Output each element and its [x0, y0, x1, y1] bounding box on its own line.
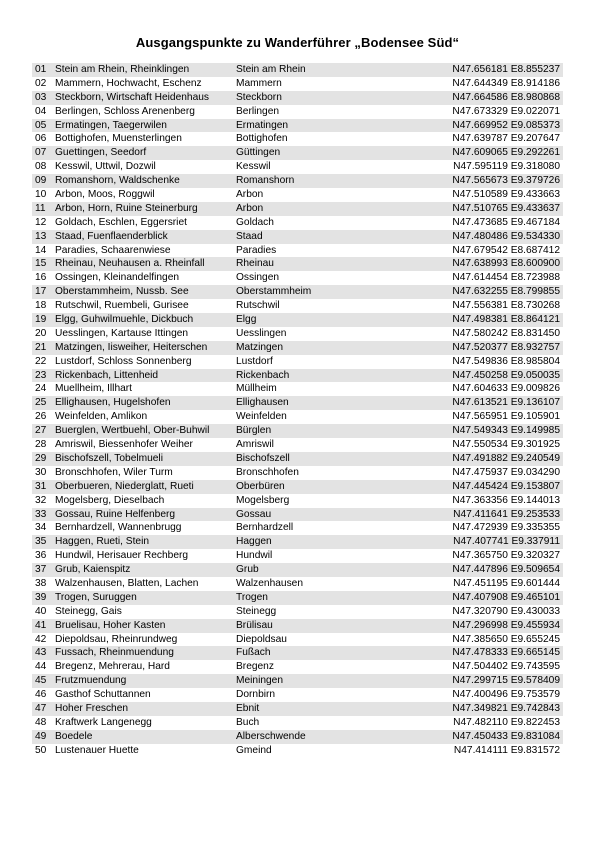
row-number: 24: [35, 383, 47, 395]
row-number: 28: [35, 439, 47, 451]
row-town: Staad: [236, 230, 263, 242]
row-coordinates: N47.673329 E9.022071: [452, 105, 560, 117]
row-town: Hundwil: [236, 550, 273, 562]
row-number: 32: [35, 494, 47, 506]
row-starting-point: Ermatingen, Taegerwilen: [55, 119, 167, 131]
row-number: 46: [35, 689, 47, 701]
row-number: 07: [35, 147, 47, 159]
row-town: Elgg: [236, 314, 257, 326]
row-coordinates: N47.580242 E8.831450: [452, 327, 560, 339]
table-row: [32, 591, 563, 605]
row-town: Brülisau: [236, 619, 273, 631]
table-row: [32, 716, 563, 730]
row-coordinates: N47.549836 E8.985804: [452, 355, 560, 367]
row-town: Lustdorf: [236, 355, 273, 367]
row-town: Ermatingen: [236, 119, 289, 131]
table-row: [32, 230, 563, 244]
row-town: Buch: [236, 716, 260, 728]
row-coordinates: N47.638993 E8.600900: [452, 258, 560, 270]
table-row: [32, 646, 563, 660]
row-starting-point: Bronschhofen, Wiler Turm: [55, 466, 173, 478]
table-row: [32, 535, 563, 549]
row-starting-point: Bregenz, Mehrerau, Hard: [55, 661, 170, 673]
row-starting-point: Uesslingen, Kartause Ittingen: [55, 327, 189, 339]
row-starting-point: Steckborn, Wirtschaft Heidenhaus: [55, 91, 210, 103]
row-starting-point: Gossau, Ruine Helfenberg: [55, 508, 176, 520]
row-starting-point: Kraftwerk Langenegg: [55, 716, 152, 728]
row-starting-point: Guettingen, Seedorf: [55, 147, 147, 159]
row-number: 33: [35, 508, 47, 520]
row-number: 35: [35, 536, 47, 548]
row-starting-point: Grub, Kaienspitz: [55, 564, 131, 576]
table-row: [32, 521, 563, 535]
table-row: [32, 577, 563, 591]
row-starting-point: Bernhardzell, Wannenbrugg: [55, 522, 182, 534]
row-town: Gossau: [236, 508, 272, 520]
row-coordinates: N47.669952 E9.085373: [452, 119, 560, 131]
row-number: 23: [35, 369, 47, 381]
row-starting-point: Mammern, Hochwacht, Eschenz: [55, 77, 202, 89]
row-starting-point: Goldach, Eschlen, Eggersriet: [55, 216, 187, 228]
row-number: 42: [35, 633, 47, 645]
row-starting-point: Fussach, Rheinmuendung: [55, 647, 174, 659]
table-row: [32, 494, 563, 508]
row-number: 50: [35, 744, 47, 756]
row-town: Walzenhausen: [236, 577, 304, 589]
row-number: 15: [35, 258, 47, 270]
row-coordinates: N47.320790 E9.430033: [452, 605, 560, 617]
row-starting-point: Hoher Freschen: [55, 702, 129, 714]
row-starting-point: Haggen, Rueti, Stein: [55, 536, 150, 548]
row-starting-point: Diepoldsau, Rheinrundweg: [55, 633, 178, 645]
table-row: [32, 619, 563, 633]
row-town: Steckborn: [236, 91, 282, 103]
row-coordinates: N47.520377 E8.932757: [452, 341, 560, 353]
row-coordinates: N47.510765 E9.433637: [452, 202, 560, 214]
table-row: [32, 160, 563, 174]
table-row: [32, 702, 563, 716]
row-town: Alberschwende: [236, 730, 306, 742]
row-number: 17: [35, 286, 47, 298]
row-coordinates: N47.478333 E9.665145: [452, 647, 560, 659]
table-row: [32, 313, 563, 327]
table-row: [32, 271, 563, 285]
row-number: 05: [35, 119, 47, 131]
row-coordinates: N47.595119 E9.318080: [453, 161, 560, 173]
row-town: Mogelsberg: [236, 494, 290, 506]
row-town: Arbon: [236, 202, 264, 214]
row-coordinates: N47.664586 E8.980868: [452, 91, 560, 103]
row-number: 36: [35, 550, 47, 562]
row-number: 03: [35, 91, 47, 103]
table-row: [32, 146, 563, 160]
row-starting-point: Muellheim, Illhart: [55, 383, 132, 395]
row-town: Müllheim: [236, 383, 277, 395]
row-number: 14: [35, 244, 47, 256]
row-number: 08: [35, 161, 47, 173]
row-number: 40: [35, 605, 47, 617]
table-row: [32, 438, 563, 452]
row-coordinates: N47.400496 E9.753579: [452, 689, 560, 701]
row-town: Bottighofen: [236, 133, 288, 145]
row-starting-point: Rutschwil, Ruembeli, Gurisee: [55, 300, 189, 312]
row-number: 38: [35, 577, 47, 589]
row-starting-point: Amriswil, Biessenhofer Weiher: [55, 439, 193, 451]
row-town: Rickenbach: [236, 369, 290, 381]
row-number: 31: [35, 480, 47, 492]
row-starting-point: Oberbueren, Niederglatt, Rueti: [55, 480, 194, 492]
row-coordinates: N47.550534 E9.301925: [452, 439, 560, 451]
row-number: 45: [35, 675, 47, 687]
row-number: 02: [35, 77, 47, 89]
row-number: 47: [35, 702, 47, 714]
row-town: Bürglen: [236, 425, 272, 437]
table-row: [32, 91, 563, 105]
row-town: Paradies: [236, 244, 277, 256]
table-row: [32, 355, 563, 369]
row-number: 09: [35, 175, 47, 187]
row-number: 20: [35, 327, 47, 339]
table-row: [32, 63, 563, 77]
row-starting-point: Berlingen, Schloss Arenenberg: [55, 105, 195, 117]
row-coordinates: N47.365750 E9.320327: [452, 550, 560, 562]
row-number: 10: [35, 189, 47, 201]
row-town: Steinegg: [236, 605, 277, 617]
row-starting-point: Weinfelden, Amlikon: [55, 411, 148, 423]
row-starting-point: Lustdorf, Schloss Sonnenberg: [55, 355, 192, 367]
row-coordinates: N47.480486 E9.534330: [452, 230, 560, 242]
row-coordinates: N47.491882 E9.240549: [452, 452, 560, 464]
row-number: 01: [35, 64, 47, 75]
row-starting-point: Stein am Rhein, Rheinklingen: [55, 64, 190, 75]
row-town: Bernhardzell: [236, 522, 294, 534]
row-number: 48: [35, 716, 47, 728]
row-number: 43: [35, 647, 47, 659]
table-row: [32, 369, 563, 383]
row-coordinates: N47.475937 E9.034290: [452, 466, 560, 478]
table-row: [32, 382, 563, 396]
row-starting-point: Steinegg, Gais: [55, 605, 122, 617]
row-number: 30: [35, 466, 47, 478]
table-row: [32, 188, 563, 202]
table-row: [32, 549, 563, 563]
row-town: Fußach: [236, 647, 271, 659]
row-coordinates: N47.349821 E9.742843: [452, 702, 560, 714]
table-row: [32, 410, 563, 424]
row-starting-point: Hundwil, Herisauer Rechberg: [55, 550, 189, 562]
row-number: 37: [35, 564, 47, 576]
row-town: Goldach: [236, 216, 274, 228]
row-starting-point: Frutzmuendung: [55, 675, 127, 687]
row-number: 34: [35, 522, 47, 534]
table-row: [32, 119, 563, 133]
row-number: 49: [35, 730, 47, 742]
row-town: Gmeind: [236, 744, 272, 756]
row-coordinates: N47.450433 E9.831084: [452, 730, 560, 742]
table-row: [32, 563, 563, 577]
row-starting-point: Kesswil, Uttwil, Dozwil: [55, 161, 156, 173]
row-coordinates: N47.510589 E9.433663: [452, 189, 560, 201]
row-coordinates: N47.447896 E9.509654: [452, 564, 560, 576]
row-town: Kesswil: [236, 161, 271, 173]
row-number: 16: [35, 272, 47, 284]
table-row: [32, 480, 563, 494]
row-coordinates: N47.632255 E8.799855: [452, 286, 560, 298]
row-number: 06: [35, 133, 47, 145]
row-starting-point: Oberstammheim, Nussb. See: [55, 286, 189, 298]
row-town: Uesslingen: [236, 327, 287, 339]
row-town: Berlingen: [236, 105, 280, 117]
table-row: [32, 174, 563, 188]
table-row: [32, 396, 563, 410]
row-starting-point: Bottighofen, Muensterlingen: [55, 133, 182, 145]
row-starting-point: Romanshorn, Waldschenke: [55, 175, 180, 187]
row-town: Ossingen: [236, 272, 280, 284]
row-starting-point: Bischofszell, Tobelmueli: [55, 452, 163, 464]
table-row: [32, 605, 563, 619]
row-number: 44: [35, 661, 47, 673]
row-town: Ebnit: [236, 702, 260, 714]
row-town: Trogen: [236, 591, 268, 603]
row-town: Grub: [236, 564, 259, 576]
row-coordinates: N47.407741 E9.337911: [453, 536, 560, 548]
row-town: Oberstammheim: [236, 286, 312, 298]
row-coordinates: N47.504402 E9.743595: [452, 661, 560, 673]
table-row: [32, 688, 563, 702]
row-number: 19: [35, 314, 47, 326]
row-number: 41: [35, 619, 47, 631]
row-coordinates: N47.407908 E9.465101: [452, 591, 560, 603]
row-starting-point: Rickenbach, Littenheid: [55, 369, 159, 381]
row-coordinates: N47.565673 E9.379726: [452, 175, 560, 187]
row-starting-point: Trogen, Suruggen: [55, 591, 137, 603]
row-coordinates: N47.299715 E9.578409: [452, 675, 560, 687]
row-coordinates: N47.472939 E9.335355: [452, 522, 560, 534]
table-row: [32, 660, 563, 674]
row-town: Ellighausen: [236, 397, 289, 409]
table-row: [32, 105, 563, 119]
row-starting-point: Boedele: [55, 730, 93, 742]
row-coordinates: N47.565951 E9.105901: [452, 411, 560, 423]
row-number: 27: [35, 425, 47, 437]
row-coordinates: N47.498381 E8.864121: [452, 314, 560, 326]
table-row: [32, 202, 563, 216]
row-coordinates: N47.549343 E9.149985: [452, 425, 560, 437]
table-row: [32, 341, 563, 355]
row-coordinates: N47.609065 E9.292261: [452, 147, 560, 159]
row-coordinates: N47.614454 E8.723988: [452, 272, 560, 284]
row-coordinates: N47.473685 E9.467184: [452, 216, 560, 228]
row-coordinates: N47.604633 E9.009826: [452, 383, 560, 395]
row-coordinates: N47.679542 E8.687412: [452, 244, 560, 256]
row-starting-point: Paradies, Schaarenwiese: [55, 244, 171, 256]
row-coordinates: N47.385650 E9.655245: [452, 633, 560, 645]
row-coordinates: N47.296998 E9.455934: [452, 619, 560, 631]
table-row: [32, 244, 563, 258]
row-town: Rheinau: [236, 258, 274, 270]
row-town: Oberbüren: [236, 480, 285, 492]
table-row: [32, 257, 563, 271]
row-coordinates: N47.613521 E9.136107: [452, 397, 560, 409]
table-row: [32, 327, 563, 341]
row-town: Stein am Rhein: [236, 64, 306, 75]
row-number: 29: [35, 452, 47, 464]
row-town: Bregenz: [236, 661, 274, 673]
row-starting-point: Matzingen, Iisweiher, Heiterschen: [55, 341, 208, 353]
table-row: [32, 285, 563, 299]
table-row: [32, 216, 563, 230]
row-starting-point: Ellighausen, Hugelshofen: [55, 397, 171, 409]
row-number: 04: [35, 105, 47, 117]
row-coordinates: N47.414111 E9.831572: [453, 744, 560, 756]
row-number: 39: [35, 591, 47, 603]
row-coordinates: N47.450258 E9.050035: [452, 369, 560, 381]
row-number: 11: [35, 202, 46, 214]
starting-points-table: [32, 63, 563, 758]
row-starting-point: Arbon, Moos, Roggwil: [55, 189, 155, 201]
row-town: Amriswil: [236, 439, 274, 451]
row-number: 26: [35, 411, 47, 423]
row-starting-point: Arbon, Horn, Ruine Steinerburg: [55, 202, 198, 214]
row-coordinates: N47.451195 E9.601444: [453, 577, 560, 589]
table-row: [32, 744, 563, 758]
row-coordinates: N47.639787 E9.207647: [452, 133, 560, 145]
table-row: [32, 452, 563, 466]
row-town: Romanshorn: [236, 175, 295, 187]
row-starting-point: Gasthof Schuttannen: [55, 689, 151, 701]
table-row: [32, 77, 563, 91]
table-row: [32, 132, 563, 146]
table-row: [32, 674, 563, 688]
row-starting-point: Walzenhausen, Blatten, Lachen: [55, 577, 199, 589]
row-coordinates: N47.656181 E8.855237: [452, 64, 560, 75]
row-town: Dornbirn: [236, 689, 276, 701]
row-town: Meiningen: [236, 675, 284, 687]
row-town: Rutschwil: [236, 300, 280, 312]
row-starting-point: Rheinau, Neuhausen a. Rheinfall: [55, 258, 205, 270]
table-row: [32, 424, 563, 438]
row-number: 18: [35, 300, 47, 312]
row-town: Haggen: [236, 536, 272, 548]
row-town: Bronschhofen: [236, 466, 299, 478]
row-town: Arbon: [236, 189, 264, 201]
row-coordinates: N47.482110 E9.822453: [453, 716, 560, 728]
row-starting-point: Lustenauer Huette: [55, 744, 139, 756]
row-town: Güttingen: [236, 147, 281, 159]
row-coordinates: N47.445424 E9.153807: [452, 480, 560, 492]
row-town: Weinfelden: [236, 411, 287, 423]
page-title: Ausgangspunkte zu Wanderführer „Bodensee Süd“: [135, 35, 460, 50]
row-town: Mammern: [236, 77, 282, 89]
table-row: [32, 633, 563, 647]
row-number: 12: [35, 216, 47, 228]
row-number: 22: [35, 355, 47, 367]
row-coordinates: N47.411641 E9.253533: [453, 508, 560, 520]
row-starting-point: Bruelisau, Hoher Kasten: [55, 619, 166, 631]
row-coordinates: N47.556381 E8.730268: [452, 300, 560, 312]
row-starting-point: Buerglen, Wertbuehl, Ober-Buhwil: [55, 425, 210, 437]
table-row: [32, 466, 563, 480]
row-starting-point: Ossingen, Kleinandelfingen: [55, 272, 180, 284]
table-row: [32, 508, 563, 522]
row-town: Diepoldsau: [236, 633, 287, 645]
row-number: 25: [35, 397, 47, 409]
table-row: [32, 299, 563, 313]
row-coordinates: N47.363356 E9.144013: [452, 494, 560, 506]
row-starting-point: Staad, Fuenflaenderblick: [55, 230, 168, 242]
row-town: Bischofszell: [236, 452, 290, 464]
row-town: Matzingen: [236, 341, 284, 353]
row-number: 21: [35, 341, 47, 353]
row-number: 13: [35, 230, 47, 242]
table-row: [32, 730, 563, 744]
row-coordinates: N47.644349 E8.914186: [452, 77, 560, 89]
row-starting-point: Mogelsberg, Dieselbach: [55, 494, 165, 506]
row-starting-point: Elgg, Guhwilmuehle, Dickbuch: [55, 314, 194, 326]
